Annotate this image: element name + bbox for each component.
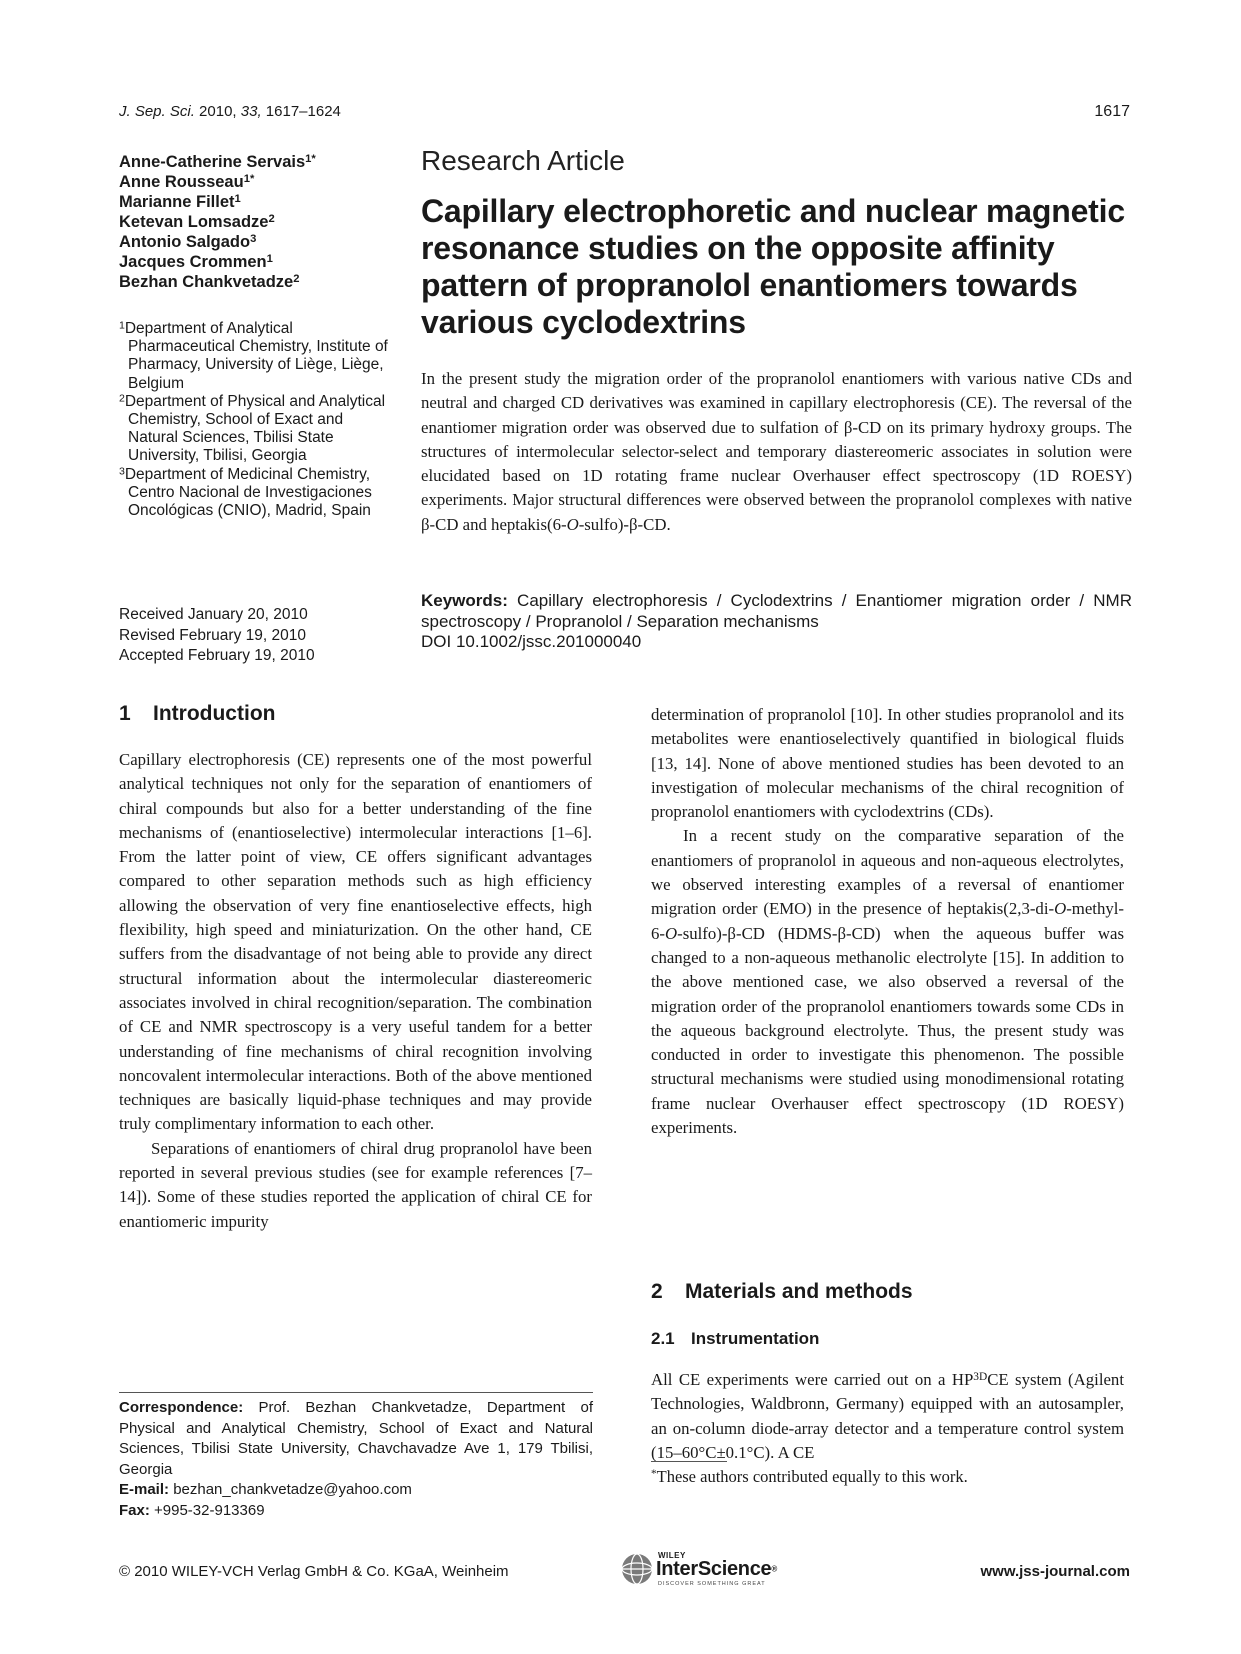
author: Bezhan Chankvetadze$^2$ xyxy=(119,272,300,291)
intro-paragraph-2-continued: determination of propranolol [10]. In other studies propranolol and its metabolites were enantioselectively quantified in biological fluids [13, 14]. None of above mentioned studies has been devoted to an investigation of molecular mechanisms of the chiral recognition of propranolol enantiomers with cyclodextrins (CDs). xyxy=(651,705,1124,822)
author: Anne-Catherine Servais$^{1*}$ xyxy=(119,152,316,171)
affiliation: $^1$Department of Analytical Pharmaceutical Chemistry, Institute of Pharmacy, University of Liège, Liège, Belgium xyxy=(119,319,388,392)
author: Ketevan Lomsadze$^2$ xyxy=(119,212,275,231)
keywords-label: Keywords: xyxy=(421,591,508,610)
section-heading-materials: 2 Materials and methods xyxy=(651,1280,913,1303)
journal-year: 2010, xyxy=(199,103,237,120)
page-number: 1617 xyxy=(1094,103,1130,120)
logo-wiley-text: WILEY xyxy=(658,1551,686,1560)
author: Anne Rousseau$^{1*}$ xyxy=(119,172,255,191)
intro-paragraph-3: In a recent study on the comparative separation of the enantiomers of propranolol in aqueous and non-aqueous electrolytes, we observed interesting examples of a reversal of enantiomer migration order (EMO) in the presence of heptakis(2,3-di-O-methyl-6-O-sulfo)-β-CD (HDMS-β-CD) when the aqueous buffer was changed to a non-aqueous methanolic electrolyte [15]. In addition to the above mentioned case, we also observed a reversal of the migration order of the propranolol enantiomers towards some CDs in the aqueous background electrolyte. Thus, the present study was conducted in order to investigate this phenomenon. The possible structural mechanisms were studied using monodimensional rotating frame nuclear Overhauser effect spectroscopy (1D ROESY) experiments. xyxy=(651,826,1124,1138)
received-date: Received January 20, 2010 xyxy=(119,606,308,623)
author: Antonio Salgado$^3$ xyxy=(119,232,257,251)
journal-pages: 1617–1624 xyxy=(265,103,341,120)
intro-paragraph-2: Separations of enantiomers of chiral drug propranolol have been reported in several previous studies (see for example references [7–14]). Some of these studies reported the application of chiral CE for enantiomeric impurity xyxy=(119,1138,592,1231)
right-column-top xyxy=(651,703,1124,1140)
article-title: Capillary electrophoretic and nuclear magnetic resonance studies on the opposite affinity pattern of propranolol enantiomers towards various cyclodextrins xyxy=(421,193,1125,340)
accepted-date: Accepted February 19, 2010 xyxy=(119,647,315,664)
running-head xyxy=(119,103,341,120)
author-list xyxy=(119,152,419,292)
copyright-notice: © 2010 WILEY-VCH Verlag GmbH & Co. KGaA, Weinheim xyxy=(119,1563,509,1580)
author: Jacques Crommen$^1$ xyxy=(119,252,273,271)
affiliation-list xyxy=(119,320,394,520)
correspondence-email: E-mail: bezhan_chankvetadze@yahoo.com xyxy=(119,1481,412,1498)
right-column-bottom xyxy=(651,1368,1124,1465)
logo-main-text: InterScience® xyxy=(656,1558,777,1580)
abstract: In the present study the migration order of the propranolol enantiomers with various native CDs and neutral and charged CD derivatives was examined in capillary electrophoresis (CE). The reversal of the enantiomer migration order was observed due to sulfation of β-CD on its primary hydroxy groups. The structures of intermolecular selector-select and temporary diastereomeric associates in solution were elucidated based on 1D rotating frame nuclear Overhauser effect spectroscopy (1D ROESY) experiments. Major structural differences were observed between the propranolol complexes with native β-CD and heptakis(6-O-sulfo)-β-CD. xyxy=(421,369,1132,534)
journal-website-link[interactable]: www.jss-journal.com xyxy=(980,1563,1130,1580)
author: Marianne Fillet$^1$ xyxy=(119,192,241,211)
article-dates xyxy=(119,605,399,667)
interscience-logo xyxy=(620,1549,782,1589)
section-heading-introduction: 1 Introduction xyxy=(119,702,276,725)
correspondence-divider xyxy=(119,1392,593,1393)
correspondence-block xyxy=(119,1398,593,1521)
journal-volume: 33, xyxy=(240,103,262,120)
logo-tagline: DISCOVER SOMETHING GREAT xyxy=(658,1581,766,1587)
subsection-heading-instrumentation: 2.1 Instrumentation xyxy=(651,1329,820,1348)
correspondence-fax: Fax: +995-32-913369 xyxy=(119,1501,265,1519)
globe-icon xyxy=(620,1552,654,1586)
journal-name: J. Sep. Sci. xyxy=(119,103,195,120)
instrumentation-paragraph: All CE experiments were carried out on a $HP^{3D}CE$ system (Agilent Technologies, Waldbronn, Germany) equipped with an autosampler, an on-column diode-array detector and a temperature control system (15–60°C±0.1°C). A CE xyxy=(651,1370,1124,1462)
email-link[interactable]: bezhan_chankvetadze@yahoo.com xyxy=(173,1481,412,1498)
affiliation: $^3$Department of Medicinal Chemistry, Centro Nacional de Investigaciones Oncológicas (CNIO), Madrid, Spain xyxy=(119,464,372,520)
footnote: *These authors contributed equally to this work. xyxy=(651,1467,968,1486)
affiliation: $^2$Department of Physical and Analytical Chemistry, School of Exact and Natural Sciences, Tbilisi State University, Tbilisi, Georgia xyxy=(119,392,386,465)
keywords-text: Capillary electrophoresis / Cyclodextrins / Enantiomer migration order / NMR spectroscopy / Propranolol / Separation mechanisms xyxy=(421,591,1132,631)
article-type: Research Article xyxy=(421,145,625,176)
correspondence-address: Correspondence: Prof. Bezhan Chankvetadze, Department of Physical and Analytical Chemistry, School of Exact and Natural Sciences, Tbilisi State University, Chavchavadze Ave 1, 179 Tbilisi, Georgia xyxy=(119,1399,593,1478)
revised-date: Revised February 19, 2010 xyxy=(119,626,306,644)
keywords xyxy=(421,590,1132,632)
footnote-divider xyxy=(651,1461,727,1462)
intro-paragraph-1: Capillary electrophoresis (CE) represents one of the most powerful analytical techniques not only for the separation of enantiomers of chiral compounds but also for a better understanding of the fine mechanisms of (enantioselective) intermolecular interactions [1–6]. From the latter point of view, CE offers significant advantages compared to other separation methods such as high efficiency allowing the observation of very fine enantioselective effects, high flexibility, high speed and miniaturization. On the other hand, CE suffers from the disadvantage of not being able to provide any direct structural information about the intermolecular diastereomeric associates involved in chiral recognition/separation. The combination of CE and NMR spectroscopy is a very useful tandem for a better understanding of fine mechanisms of chiral recognition involving noncovalent intermolecular interactions. Both of the above mentioned techniques are basically liquid-phase techniques and may provide truly complimentary information to each other. xyxy=(119,750,592,1134)
left-column xyxy=(119,748,592,1234)
doi[interactable]: DOI 10.1002/jssc.201000040 xyxy=(421,632,642,651)
